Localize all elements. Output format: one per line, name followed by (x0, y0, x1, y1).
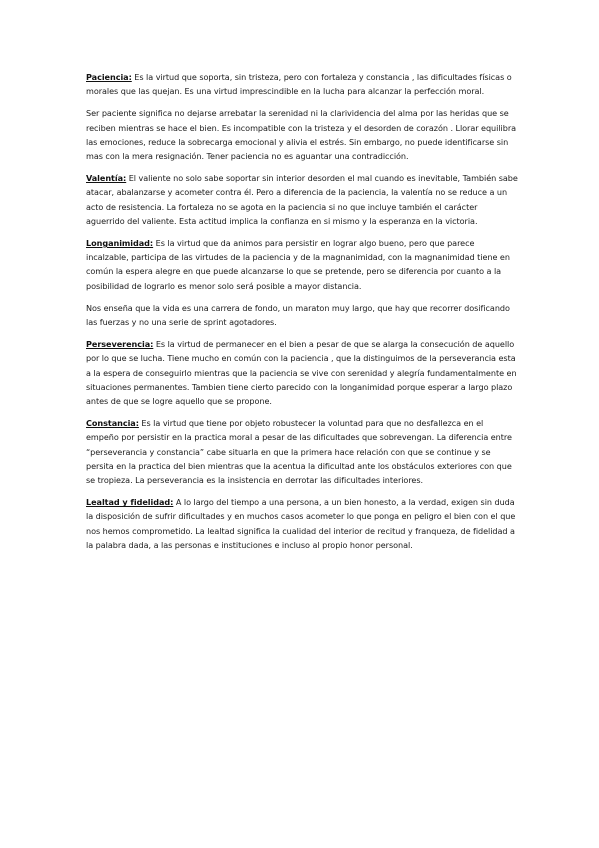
term-constancia: Constancia: (86, 418, 139, 429)
term-lealtad-fidelidad: Lealtad y fidelidad: (86, 497, 174, 508)
paragraph-lealtad (86, 495, 518, 552)
paragraph-text: Ser paciente significa no dejarse arrebatar la serenidad ni la clarividencia del alma por las heridas que se reciben mientras se hace el bien. Es incompatible con la tristeza y el desorden de corazón . Llorar equilibra las emociones, reduce la sobrecarga emocional y alivia el estrés. Sin embargo, no puede identificarse sin mas con la mera resignación. Tener paciencia no es aguantar una contradicción. (86, 108, 517, 162)
paragraph-text: Es la virtud que da animos para persistir en lograr algo bueno, pero que parece incalzable, participa de las virtudes de la paciencia y de la magnanimidad, con la magnanimidad tiene en común la espera alegre en que puede alcanzarse lo que se pretende, pero se diferencia por cuanto a la posibilidad de lograrlo es menor solo será posible a mayor distancia. (86, 238, 510, 291)
paragraph-text: Es la virtud que tiene por objeto robustecer la voluntad para que no desfallezca en el empeño por persistir en la practica moral a pesar de las dificultades que sobrevengan. La diferencia entre “perseverancia y constancia” cabe situarla en que la primera hace relación con que se continue y se persita en la practica del bien mientras que la acentua la dificultad ante los obstáculos exteriores con que se tropieza. La perseverancia es la insistencia en derrotar las dificultades interiores. (86, 418, 512, 486)
paragraph-text: El valiente no solo sabe soportar sin interior desorden el mal cuando es inevitable, También sabe atacar, abalanzarse y acometer contra él. Pero a diferencia de la paciencia, la valentía no se reduce a un acto de resistencia. La fortaleza no se agota en la paciencia si no que incluye también el carácter aguerrido del valiente. Esta actitud implica la confianza en si mismo y la esperanza en la victoria. (86, 173, 518, 226)
paragraph-text: Nos enseña que la vida es una carrera de fondo, un maraton muy largo, que hay que recorrer dosificando las fuerzas y no una serie de sprint agotadores. (86, 302, 510, 328)
document-body (86, 70, 518, 560)
paragraph-text: Es la virtud de permanecer en el bien a pesar de que se alarga la consecución de aquello por lo que se lucha. Tiene mucho en común con la paciencia , que la distinguimos de la perseverancia esta a la espera de conseguirlo mientras que la paciencia se vive con serenidad y alegría fundamentalmente en situaciones permanentes. Tambien tiene cierto parecido con la longanimidad porque esperar a largo plazo antes de que se logre aquello que se propone. (86, 339, 517, 407)
paragraph-valentia (86, 171, 518, 228)
paragraph-text: Es la virtud que soporta, sin tristeza, pero con fortaleza y constancia , las dificultades físicas o morales que las quejan. Es una virtud imprescindible en la lucha para alcanzar la perfección moral. (86, 72, 512, 97)
term-paciencia: Paciencia: (86, 72, 132, 82)
term-valentia: Valentía: (86, 173, 127, 184)
term-longanimidad: Longanimidad: (86, 238, 154, 249)
paragraph-perseverencia (86, 337, 518, 408)
paragraph-longanimidad (86, 236, 518, 293)
paragraph-paciencia (86, 70, 518, 98)
term-perseverencia: Perseverencia: (86, 339, 154, 350)
paragraph-paciencia-detail (86, 106, 518, 163)
paragraph-text: A lo largo del tiempo a una persona, a un bien honesto, a la verdad, exigen sin duda la disposición de sufrir dificultades y en muchos casos acometer lo que ponga en peligro el bien con el que nos hemos comprometido. La lealtad significa la cualidad del interior de recitud y franqueza, de fidelidad a la palabra dada, a las personas e instituciones e incluso al propio honor personal. (86, 497, 516, 550)
paragraph-constancia (86, 416, 518, 487)
paragraph-longanimidad-detail (86, 301, 518, 329)
